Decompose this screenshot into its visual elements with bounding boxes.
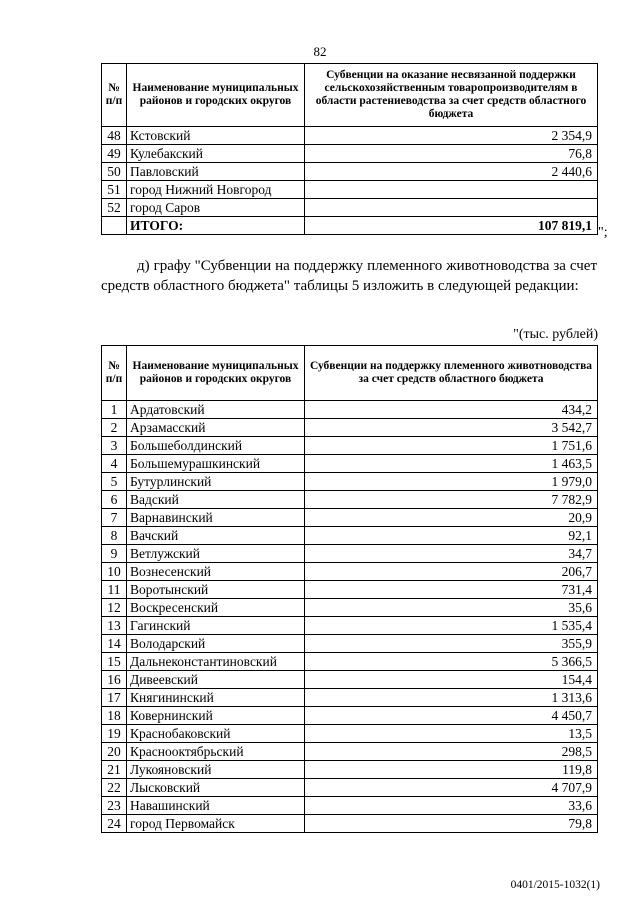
subsidy-value: 5 366,5 [305,653,598,671]
district-name: Вачский [127,527,305,545]
subsidy-value: 7 782,9 [305,491,598,509]
row-number: 6 [102,491,127,509]
table-row [102,545,598,563]
table-row [102,581,598,599]
table-row [102,797,598,815]
district-name: Арзамасский [127,419,305,437]
district-name: Навашинский [127,797,305,815]
subsidy-value: 731,4 [305,581,598,599]
subsidy-value: 92,1 [305,527,598,545]
subsidy-value: 4 450,7 [305,707,598,725]
header-subsidy: Субвенции на поддержку племенного животноводства за счет средств областного бюджета [305,346,598,401]
table-row [102,563,598,581]
subsidy-value: 1 463,5 [305,455,598,473]
subsidy-value: 35,6 [305,599,598,617]
table-row [102,181,598,199]
district-name: Дальнеконстантиновский [127,653,305,671]
district-name: Кулебакский [127,145,305,163]
table-row [102,127,598,145]
row-number: 4 [102,455,127,473]
table-row [102,599,598,617]
table-row [102,419,598,437]
subsidy-value: 79,8 [305,815,598,833]
table-row [102,509,598,527]
district-name: Варнавинский [127,509,305,527]
row-number: 50 [102,163,127,181]
total-label: ИТОГО: [127,217,305,235]
table-header-row [102,346,598,401]
subsidy-value: 1 313,6 [305,689,598,707]
district-name: Гагинский [127,617,305,635]
district-name: город Первомайск [127,815,305,833]
total-value: 107 819,1 [305,217,598,235]
row-number: 23 [102,797,127,815]
row-number: 22 [102,779,127,797]
district-name: Краснобаковский [127,725,305,743]
table-row [102,779,598,797]
table-row [102,455,598,473]
table-row [102,815,598,833]
district-name: Большеболдинский [127,437,305,455]
district-name: Воротынский [127,581,305,599]
table-row [102,617,598,635]
header-num: № п/п [102,64,127,127]
row-number: 9 [102,545,127,563]
district-name: Вадский [127,491,305,509]
district-name: Володарский [127,635,305,653]
amendment-paragraph [101,256,597,296]
subsidy-value: 154,4 [305,671,598,689]
district-name: Воскресенский [127,599,305,617]
row-number: 19 [102,725,127,743]
table-row [102,163,598,181]
subsidy-value: 206,7 [305,563,598,581]
row-number: 17 [102,689,127,707]
units-note: "(тыс. рублей) [513,327,598,342]
document-code: 0401/2015-1032(1) [510,879,600,891]
subsidy-table-livestock [101,345,598,833]
table-row [102,707,598,725]
row-number: 7 [102,509,127,527]
table-row [102,527,598,545]
row-number: 11 [102,581,127,599]
subsidy-value: 3 542,7 [305,419,598,437]
table-row [102,199,598,217]
table-header-row [102,64,598,127]
subsidy-value: 2 440,6 [305,163,598,181]
district-name: Ветлужский [127,545,305,563]
district-name: Павловский [127,163,305,181]
row-number: 1 [102,401,127,419]
row-number: 13 [102,617,127,635]
subsidy-value [305,199,598,217]
row-number: 52 [102,199,127,217]
district-name: Ковернинский [127,707,305,725]
subsidy-table-crop [101,63,598,235]
closing-quote: "; [598,225,608,240]
district-name: Ардатовский [127,401,305,419]
table-row [102,473,598,491]
subsidy-value: 434,2 [305,401,598,419]
page-number: 82 [313,44,327,59]
header-num: № п/п [102,346,127,401]
district-name: Кстовский [127,127,305,145]
district-name: Лысковский [127,779,305,797]
row-number: 5 [102,473,127,491]
row-number: 10 [102,563,127,581]
subsidy-value: 1 751,6 [305,437,598,455]
table-row [102,743,598,761]
header-district-name: Наименование муниципальных районов и городских округов [127,64,305,127]
total-num-cell [102,217,127,235]
row-number: 20 [102,743,127,761]
district-name: Княгининский [127,689,305,707]
row-number: 3 [102,437,127,455]
subsidy-value [305,181,598,199]
subsidy-value: 298,5 [305,743,598,761]
subsidy-value: 13,5 [305,725,598,743]
table-row [102,491,598,509]
subsidy-value: 1 979,0 [305,473,598,491]
subsidy-value: 119,8 [305,761,598,779]
row-number: 14 [102,635,127,653]
row-number: 18 [102,707,127,725]
table-row [102,761,598,779]
district-name: Дивеевский [127,671,305,689]
district-name: Большемурашкинский [127,455,305,473]
table-row [102,689,598,707]
subsidy-value: 355,9 [305,635,598,653]
row-number: 8 [102,527,127,545]
header-district-name: Наименование муниципальных районов и городских округов [127,346,305,401]
district-name: Бутурлинский [127,473,305,491]
subsidy-value: 76,8 [305,145,598,163]
subsidy-value: 4 707,9 [305,779,598,797]
total-row [102,217,598,235]
district-name: Лукояновский [127,761,305,779]
row-number: 15 [102,653,127,671]
district-name: Вознесенский [127,563,305,581]
district-name: город Нижний Новгород [127,181,305,199]
district-name: город Саров [127,199,305,217]
table-row [102,725,598,743]
subsidy-value: 2 354,9 [305,127,598,145]
amendment-text: д) графу "Субвенции на поддержку племенного животноводства за счет средств областного бюджета" таблицы 5 изложить в следующей редакции: [101,258,597,294]
row-number: 2 [102,419,127,437]
row-number: 24 [102,815,127,833]
table-row [102,437,598,455]
header-subsidy: Субвенции на оказание несвязанной поддержки сельскохозяйственным товаропроизводителям в области растениеводства за счет средств областного бюджета [305,64,598,127]
row-number: 48 [102,127,127,145]
subsidy-value: 1 535,4 [305,617,598,635]
row-number: 49 [102,145,127,163]
table-row [102,671,598,689]
row-number: 51 [102,181,127,199]
district-name: Краснооктябрьский [127,743,305,761]
row-number: 16 [102,671,127,689]
row-number: 12 [102,599,127,617]
table-row [102,635,598,653]
row-number: 21 [102,761,127,779]
table-row [102,145,598,163]
table-row [102,653,598,671]
subsidy-value: 33,6 [305,797,598,815]
subsidy-value: 34,7 [305,545,598,563]
table-row [102,401,598,419]
subsidy-value: 20,9 [305,509,598,527]
